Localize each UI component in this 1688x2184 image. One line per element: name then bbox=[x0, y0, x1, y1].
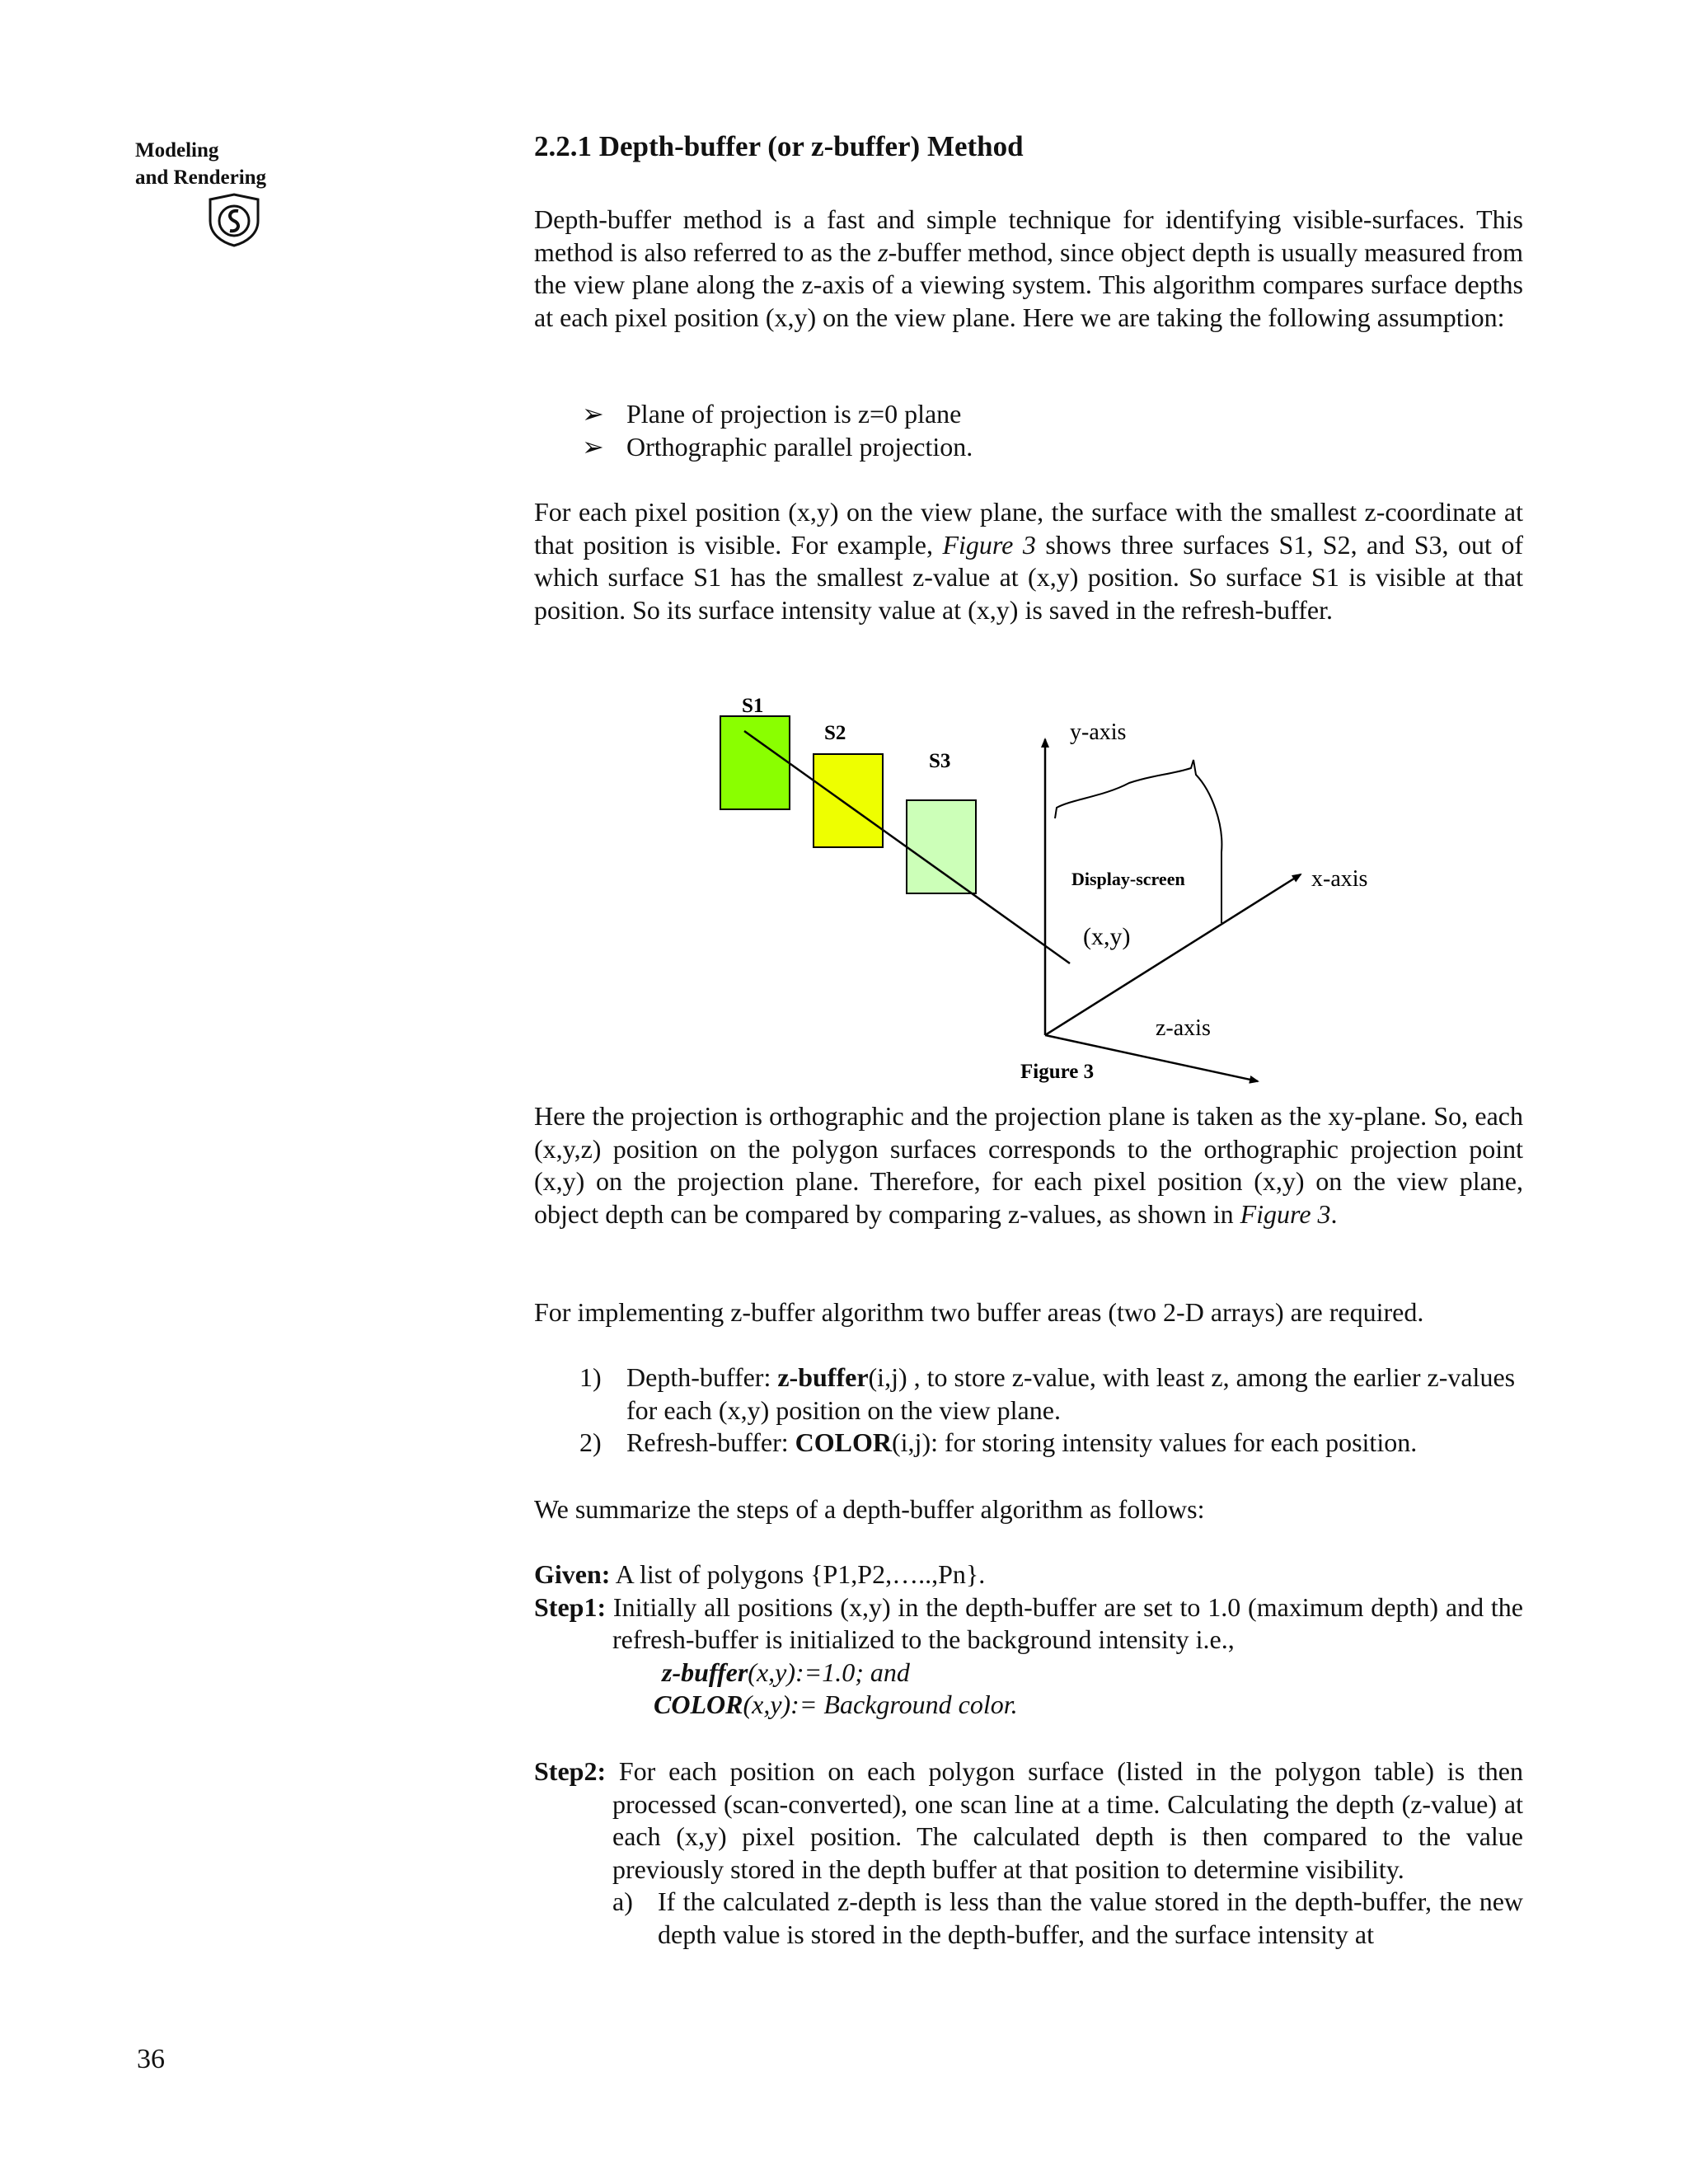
projection-text-b: . bbox=[1330, 1198, 1338, 1229]
substep-marker: a) bbox=[612, 1886, 633, 1916]
intro-z: z bbox=[878, 237, 889, 267]
label-s2: S2 bbox=[824, 722, 846, 744]
summary-intro: We summarize the steps of a depth-buffer algorithm as follows: bbox=[534, 1494, 1205, 1524]
section-title: 2.2.1 Depth-buffer (or z-buffer) Method bbox=[534, 130, 1024, 162]
step1-text: Initially all positions (x,y) in the depth-buffer are set to 1.0 (maximum depth) and the refresh-buffer is initialized to the background intensity i.e., bbox=[606, 1591, 1523, 1654]
projection-line bbox=[744, 731, 1070, 963]
page-number: 36 bbox=[137, 2044, 165, 2074]
buffers-intro: For implementing z-buffer algorithm two buffer areas (two 2-D arrays) are required. bbox=[534, 1297, 1424, 1327]
buffer-description: (i,j): for storing intensity values for each position. bbox=[892, 1427, 1418, 1457]
intro-text-a: Depth-buffer method is a fast and simple technique for identifying visible-surfaces. This method is also referred to as the bbox=[534, 204, 1523, 267]
buffer-name: z-buffer bbox=[777, 1362, 869, 1392]
assumption-text: Orthographic parallel projection. bbox=[626, 431, 973, 462]
bullet-marker-icon: ➢ bbox=[582, 399, 604, 429]
step2-text: For each position on each polygon surface (listed in the polygon table) is then processed (scan-converted), one scan line at a time. Calculating the depth (z-value) at each (x,y) pixel position. The calculated depth is then compared to the value previously stored in the depth buffer at that position to determine visibility. bbox=[606, 1756, 1523, 1884]
surface-s1 bbox=[720, 716, 790, 809]
label-x-axis: x-axis bbox=[1311, 866, 1368, 892]
bullet-marker-icon: ➢ bbox=[582, 431, 604, 462]
code-text: (x,y):= Background color. bbox=[743, 1690, 1018, 1719]
sidebar-line-2: and Rendering bbox=[135, 166, 267, 189]
buffer-label: Refresh-buffer: bbox=[626, 1427, 795, 1457]
x-axis-arrow bbox=[1045, 874, 1301, 1035]
label-display-screen: Display-screen bbox=[1071, 869, 1185, 889]
buffer-label: Depth-buffer: bbox=[626, 1362, 778, 1392]
visibility-text-b: shows three surfaces S1, S2, and S3, out of which surface S1 has the smallest z-value at (x,y) position. So surface S1 is visible at that position. So its surface intensity value at (x,y) is saved in the refresh-buffer. bbox=[534, 529, 1524, 625]
code-keyword: COLOR bbox=[654, 1690, 743, 1719]
visibility-text-a: For each pixel position (x,y) on the view plane, the surface with the smallest z-coordinate at that position is visible. For example, bbox=[534, 497, 1523, 560]
code-keyword: z-buffer bbox=[662, 1657, 748, 1687]
step1-label: Step1: bbox=[534, 1591, 607, 1622]
label-s1: S1 bbox=[742, 695, 764, 717]
assumption-text: Plane of projection is z=0 plane bbox=[626, 399, 962, 429]
intro-text-b: -buffer method, since object depth is usually measured from the view plane along the z-axis of a viewing system. This algorithm compares surface depths at each pixel position (x,y) on the view plane. Here we are taking the following assumption: bbox=[534, 237, 1523, 332]
given-text: A list of polygons {P1,P2,…..,Pn}. bbox=[610, 1559, 986, 1589]
item-number: 2) bbox=[579, 1427, 602, 1457]
surface-s3 bbox=[907, 800, 976, 893]
buffer-description: (i,j) , to store z-value, with least z, among the earlier z-values for each (x,y) position on the view plane. bbox=[626, 1362, 1516, 1425]
label-s3: S3 bbox=[929, 750, 951, 772]
code-text: (x,y):=1.0; and bbox=[748, 1657, 910, 1687]
item-number: 1) bbox=[579, 1362, 602, 1392]
figure-reference: Figure 3 bbox=[1240, 1198, 1331, 1229]
sidebar-line-1: Modeling bbox=[135, 139, 219, 162]
label-z-axis: z-axis bbox=[1156, 1015, 1211, 1041]
label-point: (x,y) bbox=[1083, 923, 1131, 950]
figure-caption: Figure 3 bbox=[1020, 1061, 1095, 1083]
step2-label: Step2: bbox=[534, 1756, 607, 1786]
figure-reference: Figure 3 bbox=[942, 529, 1036, 560]
surface-s2 bbox=[814, 754, 883, 847]
projection-text-a: Here the projection is orthographic and the projection plane is taken as the xy-plane. So, each (x,y,z) position on the polygon surfaces corresponds to the orthographic projection point (x,y) on the projection plane. Therefore, for each pixel position (x,y) on the view plane, object depth can be compared by comparing z-values, as shown in bbox=[534, 1101, 1523, 1229]
display-screen-outline bbox=[1055, 760, 1221, 923]
given-label: Given: bbox=[534, 1559, 611, 1589]
substep-text: If the calculated z-depth is less than the value stored in the depth-buffer, the new depth value is stored in the depth-buffer, and the surface intensity at bbox=[658, 1886, 1523, 1949]
label-y-axis: y-axis bbox=[1070, 719, 1127, 745]
buffer-name: COLOR bbox=[795, 1427, 892, 1457]
